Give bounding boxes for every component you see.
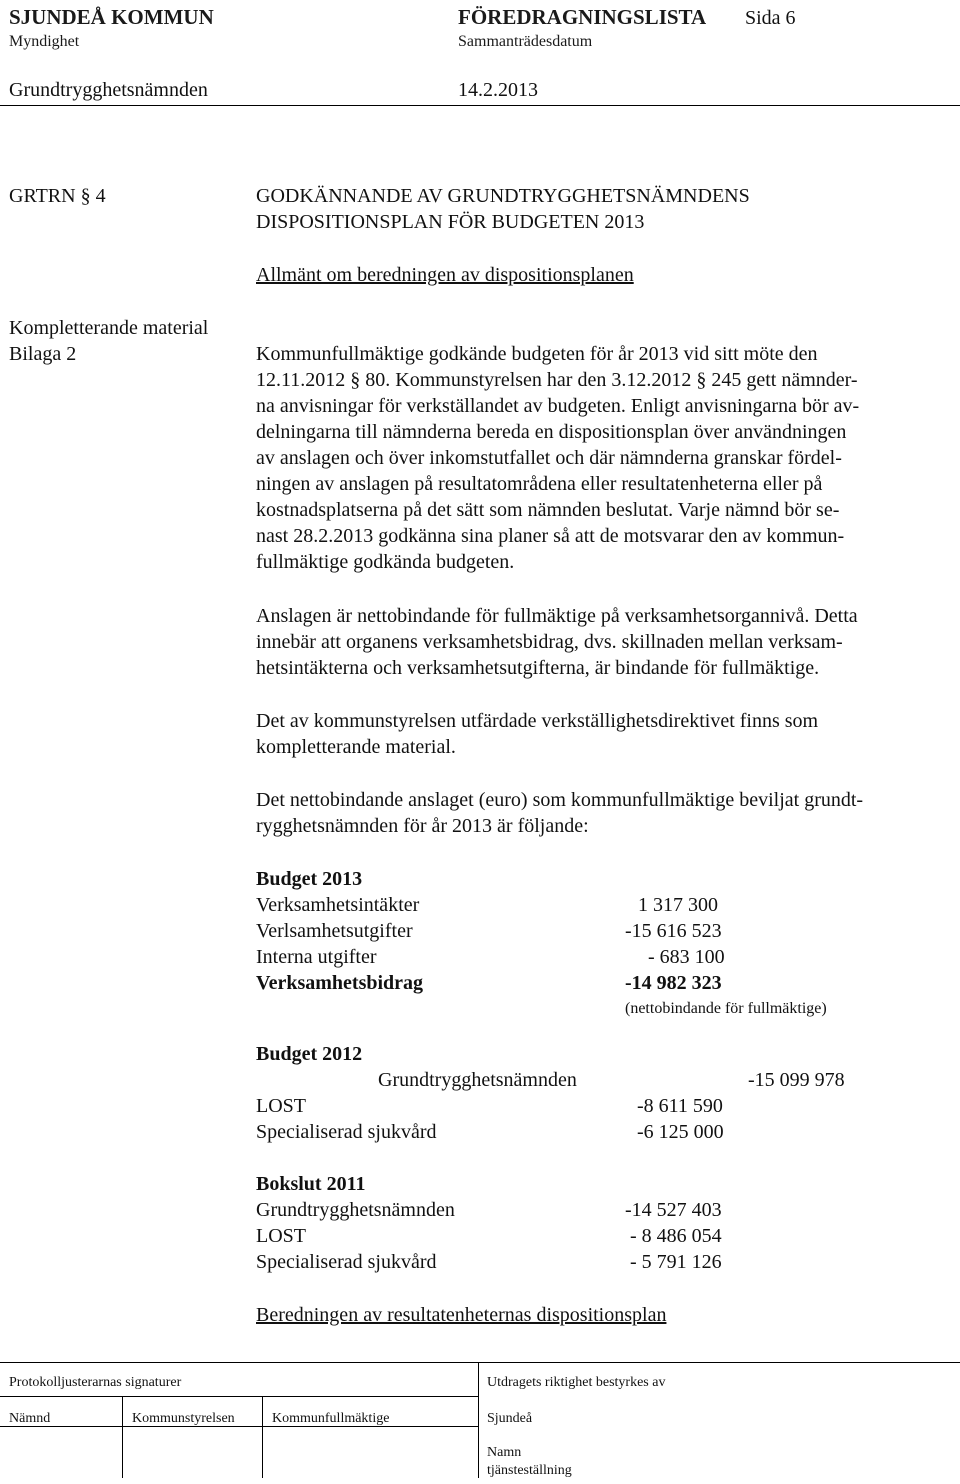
p1-line: fullmäktige godkända budgeten.	[256, 551, 515, 573]
footer-title-label: tjänsteställning	[487, 1463, 572, 1478]
subheading-general: Allmänt om beredningen av dispositionsplanen	[256, 264, 634, 286]
budget-2013-total-value: -14 982 323	[625, 972, 722, 994]
label-meeting-date: Sammanträdesdatum	[458, 33, 593, 50]
budget-2012-label: Specialiserad sjukvård	[256, 1121, 437, 1143]
item-title-line2: DISPOSITIONSPLAN FÖR BUDGETEN 2013	[256, 211, 645, 233]
p2-line: hetsintäkterna och verksamhetsutgifterna, är bindande för fullmäktige.	[256, 657, 820, 679]
footer-certified-label: Utdragets riktighet bestyrkes av	[487, 1375, 666, 1390]
label-authority: Myndighet	[9, 33, 80, 50]
org-name: SJUNDEÅ KOMMUN	[9, 5, 214, 29]
p1-line: Kommunfullmäktige godkände budgeten för år 2013 vid sitt möte den	[256, 343, 818, 365]
p2-line: innebär att organens verksamhetsbidrag, dvs. skillnaden mellan verksam-	[256, 631, 843, 653]
doc-type: FÖREDRAGNINGSLISTA	[458, 5, 707, 29]
footer-place: Sjundeå	[487, 1411, 533, 1426]
item-code: GRTRN § 4	[9, 185, 106, 207]
budget-2012-value: -15 099 978	[748, 1069, 845, 1091]
footer-name-label: Namn	[487, 1445, 522, 1460]
header-rule	[0, 105, 960, 106]
budget-2012-heading: Budget 2012	[256, 1043, 363, 1065]
footer-col-divider	[262, 1396, 263, 1478]
bokslut-2011-value: - 8 486 054	[630, 1225, 722, 1247]
p4-line: Det nettobindande anslaget (euro) som kommunfullmäktige beviljat grundt-	[256, 789, 864, 811]
budget-2013-label: Verksamhetsintäkter	[256, 894, 420, 916]
bokslut-2011-value: -14 527 403	[625, 1199, 722, 1221]
bokslut-2011-label: LOST	[256, 1225, 306, 1247]
footer-divider	[478, 1362, 479, 1478]
attachment-label: Bilaga 2	[9, 343, 77, 365]
budget-2013-total-label: Verksamhetsbidrag	[256, 972, 424, 994]
budget-2012-value: -6 125 000	[637, 1121, 724, 1143]
footer-left-rule-2	[0, 1426, 478, 1427]
footer-col-divider	[122, 1396, 123, 1478]
bokslut-2011-heading: Bokslut 2011	[256, 1173, 366, 1195]
footer-signatures-label: Protokolljusterarnas signaturer	[9, 1375, 182, 1390]
p1-line: delningarna till nämnderna bereda en dispositionsplan över användningen	[256, 421, 847, 443]
item-title-line1: GODKÄNNANDE AV GRUNDTRYGGHETSNÄMNDENS	[256, 185, 750, 207]
p1-line: ningen av anslagen på resultatområdena eller resultatenheterna eller på	[256, 473, 823, 495]
p1-line: nast 28.2.2013 godkänna sina planer så att de motsvarar den av kommun-	[256, 525, 845, 547]
p1-line: 12.11.2012 § 80. Kommunstyrelsen har den 3.12.2012 § 245 gett nämnder-	[256, 369, 858, 391]
paragraph-1	[256, 341, 946, 575]
bokslut-2011-value: - 5 791 126	[630, 1251, 722, 1273]
p1-line: av anslagen och över inkomstutfallet och där nämnderna granskar fördel-	[256, 447, 842, 469]
bokslut-2011-label: Specialiserad sjukvård	[256, 1251, 437, 1273]
subheading-units-plan: Beredningen av resultatenheternas dispositionsplan	[256, 1304, 667, 1326]
footer-col-council: Kommunfullmäktige	[272, 1411, 390, 1426]
budget-2012-label: LOST	[256, 1095, 306, 1117]
budget-2013-value: - 683 100	[648, 946, 725, 968]
budget-2012-label: Grundtrygghetsnämnden	[378, 1069, 577, 1091]
supplement-label: Kompletterande material	[9, 317, 209, 339]
footer-top-rule	[0, 1362, 960, 1363]
footer-col-exec-board: Kommunstyrelsen	[132, 1411, 235, 1426]
authority-name: Grundtrygghetsnämnden	[9, 79, 208, 101]
page-number: Sida 6	[745, 7, 796, 29]
meeting-date: 14.2.2013	[458, 79, 538, 101]
paragraph-2	[256, 603, 946, 681]
p3-line: Det av kommunstyrelsen utfärdade verkställighetsdirektivet finns som	[256, 710, 819, 732]
budget-2013-note: (nettobindande för fullmäktige)	[625, 1000, 827, 1017]
budget-2013-label: Interna utgifter	[256, 946, 377, 968]
p1-line: na anvisningar för verkställandet av budgeten. Enligt anvisningarna bör av-	[256, 395, 860, 417]
p2-line: Anslagen är nettobindande för fullmäktige på verksamhetsorgannivå. Detta	[256, 605, 858, 627]
footer-col-board: Nämnd	[9, 1411, 51, 1426]
p4-line: rygghetsnämnden för år 2013 är följande:	[256, 815, 589, 837]
paragraph-4	[256, 787, 946, 839]
budget-2013-heading: Budget 2013	[256, 868, 363, 890]
budget-2013-value: 1 317 300	[638, 894, 718, 916]
budget-2012-value: -8 611 590	[637, 1095, 723, 1117]
bokslut-2011-label: Grundtrygghetsnämnden	[256, 1199, 455, 1221]
footer-left-rule	[0, 1396, 478, 1397]
p1-line: kostnadsplatserna på det sätt som nämnden beslutat. Varje nämnd bör se-	[256, 499, 840, 521]
paragraph-3	[256, 708, 946, 760]
budget-2013-label: Verlsamhetsutgifter	[256, 920, 413, 942]
budget-2013-value: -15 616 523	[625, 920, 722, 942]
p3-line: kompletterande material.	[256, 736, 456, 758]
